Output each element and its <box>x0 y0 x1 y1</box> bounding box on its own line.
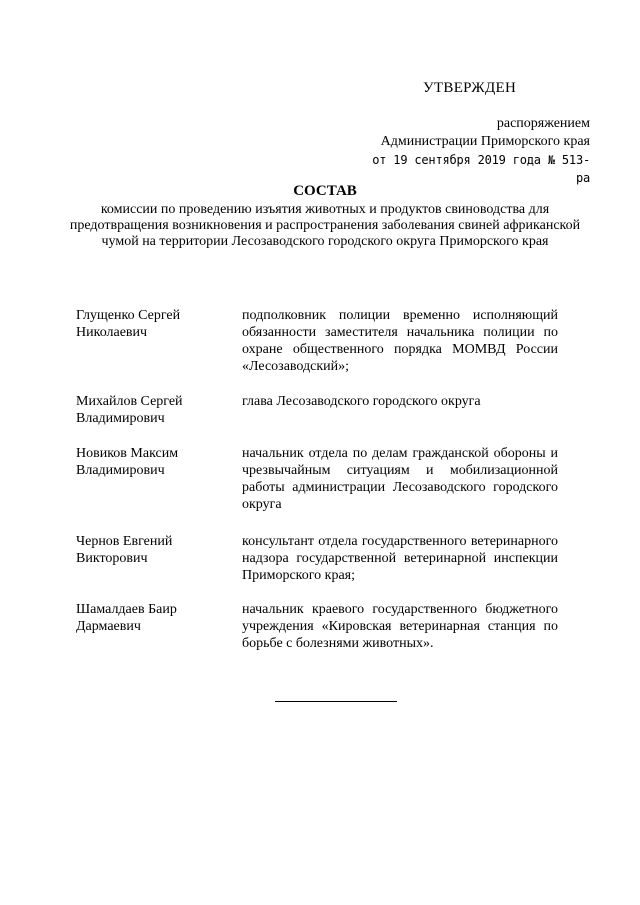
member-name: Чернов Евгений Викторович <box>76 534 173 566</box>
document-heading <box>60 182 590 250</box>
document-subtitle: комиссии по проведению изъятия животных и продуктов свиноводства для предотвращения возникновения и распространения заболевания свиней африканской чумой на территории Лесозаводского городского округа Приморского края <box>69 202 581 249</box>
member-row <box>76 533 560 601</box>
closing-divider-line <box>275 701 397 702</box>
member-row <box>76 393 560 445</box>
commission-members-list <box>76 307 560 681</box>
member-row <box>76 307 560 393</box>
member-name: Михайлов Сергей Владимирович <box>76 394 183 426</box>
order-line-1: распоряжением <box>496 116 590 131</box>
member-role: глава Лесозаводского городского округа <box>242 394 481 409</box>
member-row <box>76 601 560 681</box>
member-role: начальник краевого государственного бюджетного учреждения «Кировская ветеринарная станция по борьбе с болезнями животных». <box>242 602 558 651</box>
order-date-number: от 19 сентября 2019 года № 513-ра <box>372 153 590 185</box>
member-name: Глущенко Сергей Николаевич <box>76 308 181 340</box>
member-role: консультант отдела государственного ветеринарного надзора государственной ветеринарной инспекции Приморского края; <box>242 534 558 583</box>
member-name: Новиков Максим Владимирович <box>76 446 179 478</box>
document-title: СОСТАВ <box>293 183 357 199</box>
approval-heading: УТВЕРЖДЕН <box>423 80 517 96</box>
order-line-2: Администрации Приморского края <box>380 134 590 149</box>
member-row <box>76 445 560 533</box>
member-role: подполковник полиции временно исполняющий обязанности заместителя начальника полиции по охране общественного порядка МОМВД России «Лесозаводский»; <box>242 308 558 374</box>
member-name: Шамалдаев Баир Дармаевич <box>76 602 177 634</box>
order-reference <box>360 115 590 187</box>
member-role: начальник отдела по делам гражданской обороны и чрезвычайным ситуациям и мобилизационной работы администрации Лесозаводского городского округа <box>242 446 558 512</box>
